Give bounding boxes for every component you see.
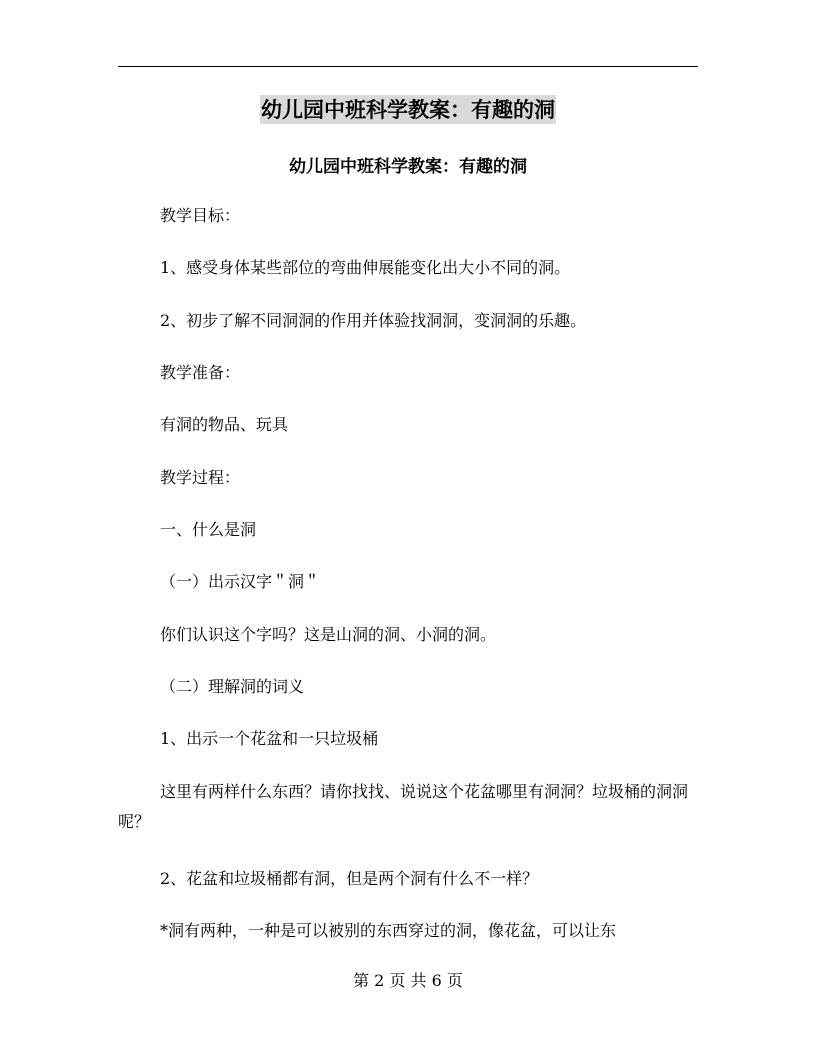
paragraph: 教学过程： <box>160 468 241 487</box>
document-title: 幼儿园中班科学教案：有趣的洞 <box>261 97 555 122</box>
paragraph: 你们认识这个字吗？这是山洞的洞、小洞的洞。 <box>160 625 497 644</box>
header-rule <box>118 66 698 67</box>
paragraph: 教学目标： <box>160 206 241 225</box>
paragraph: *洞有两种，一种是可以被别的东西穿过的洞，像花盆，可以让东 <box>160 921 617 940</box>
paragraph: 2、花盆和垃圾桶都有洞，但是两个洞有什么不一样？ <box>160 869 539 888</box>
paragraph: 1、感受身体某些部位的弯曲伸展能变化出大小不同的洞。 <box>160 258 571 277</box>
paragraph: 1、出示一个花盆和一只垃圾桶 <box>160 729 379 748</box>
paragraph: 有洞的物品、玩具 <box>160 415 289 434</box>
paragraph: 2、初步了解不同洞洞的作用并体验找洞洞，变洞洞的乐趣。 <box>160 311 587 330</box>
paragraph: 一、什么是洞 <box>160 520 257 539</box>
paragraph: （一）出示汉字＂洞＂ <box>160 572 321 591</box>
page-number: 第 2 页 共 6 页 <box>353 971 463 990</box>
paragraph: （二）理解洞的词义 <box>160 677 305 696</box>
section-title: 幼儿园中班科学教案：有趣的洞 <box>289 157 527 177</box>
paragraph: 教学准备： <box>160 363 241 382</box>
paragraph: 这里有两样什么东西？请你找找、说说这个花盆哪里有洞洞？垃圾桶的洞洞呢？ <box>118 782 689 831</box>
